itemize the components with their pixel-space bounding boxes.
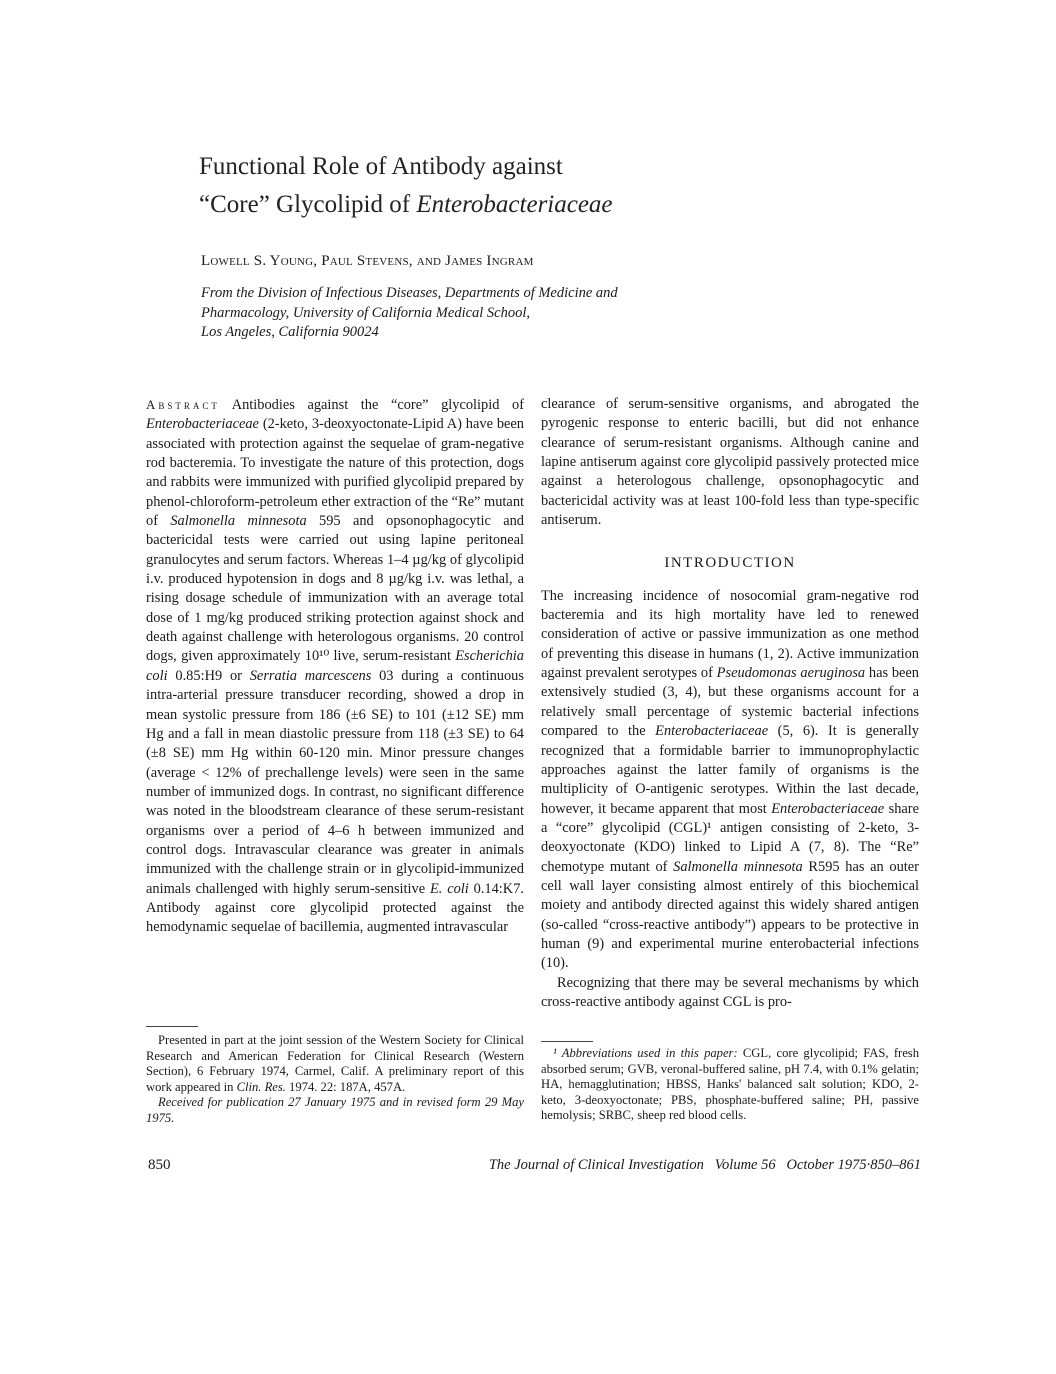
abstract-continued: clearance of serum-sensitive organisms, and abrogated the pyrogenic response to enteric bacilli, but did not enhance clearance of serum-resistant organisms. Although canine and lapine antiserum against core glycolipid passively protected mice against a heterologous challenge, opsonophagocytic and bactericidal activity was at least 100-fold less than type-specific antiserum.: [541, 396, 919, 529]
intro-text-e: R595 has an outer cell wall layer consisting almost entirely of this biochemical moiety and antibody directed against this widely shared antigen (so-called “cross-reactive antibody”) appears to be protective in human (9) and experimental murine enterobacterial infections (10).: [541, 858, 919, 972]
intro-text-d: share a “core” glycolipid (CGL)¹ antigen consisting of 2-keto, 3-deoxyoctonate (KDO) linked to Lipid A (7, 8). The “Re” chemotype mutant of: [541, 800, 919, 875]
abstract-text-2: (2-keto, 3-deoxyoctonate-Lipid A) have been associated with protection against the sequelae of gram-negative rod bacteremia. To investigate the nature of this protection, dogs and rabbits were immunized with purified glycolipid prepared by phenol-chloroform-petroleum ether extraction of the “Re” mutant of: [146, 416, 525, 530]
footnote-right: [541, 1046, 919, 1124]
intro-italic-4: Salmonella minnesota: [673, 858, 803, 875]
footnote-rule-left: [146, 1026, 198, 1027]
affiliation-line-3: Los Angeles, California 90024: [201, 324, 379, 340]
intro-text-c: (5, 6). It is generally recognized that a formidable barrier to immunoprophylactic approaches against the latter family of organisms is the multiplicity of O-antigenic serotypes. Within the last decade, however, it became apparent that most: [541, 723, 919, 817]
abstract-text-1: Antibodies against the “core” glycolipid of: [231, 397, 524, 413]
right-column: [541, 395, 919, 1012]
intro-italic-2: Enterobacteriaceae: [655, 723, 769, 740]
paper-title: [199, 148, 919, 224]
footnote-presented-journal: Clin. Res.: [236, 1079, 286, 1094]
abstract-text-6: 0.14:K7. Antibody against core glycolipid protected against the hemodynamic sequelae of bacillemia, augmented intravascular: [146, 880, 524, 936]
intro-italic-1: Pseudomonas aeruginosa: [716, 665, 866, 682]
journal-footer: [489, 1157, 921, 1174]
abstract-text-3: 595 and opsonophagocytic and bactericidal tests were carried out using lapine peritoneal granulocytes and serum factors. Whereas 1–4 µg/kg of glycolipid i.v. produced hypotension in dogs and 8 µg/kg i.v. was lethal, a rising dosage schedule of immunization with an average total dose of 1 mg/kg produced striking protection against shock and death against challenge with heterologous organisms. 20 control dogs, given approximately 10¹⁰ live, serum-resistant: [146, 513, 524, 665]
footnote-abbreviations-text: CGL, core glycolipid; FAS, fresh absorbed serum; GVB, veronal-buffered saline, pH 7.4, with 0.1% gelatin; HA, hemagglutination; HBSS, Hanks' balanced salt solution; KDO, 2-keto, 3-deoxyoctonate; PBS, phosphate-buffered saline; PH, passive hemolysis; SRBC, sheep red blood cells.: [541, 1046, 919, 1122]
page-number: 850: [148, 1157, 171, 1173]
footnote-abbreviations: [541, 1046, 919, 1124]
title-line-2-italic: Enterobacteriaceae: [416, 191, 613, 218]
abstract-text-5: 03 during a continuous intra-arterial pressure transducer recording, showed a drop in mean systolic pressure from 186 (±6 SE) to 101 (±12 SE) mm Hg and a fall in mean diastolic pressure from 118 (±3 SE) to 64 (±8 SE) mm Hg within 60-120 min. Minor pressure changes (average < 12% of prechallenge levels) were seen in the same number of immunized dogs. In contrast, no significant difference was noted in the bloodstream clearance of these serum-resistant organisms over a period of 4–6 h between immunized and control dogs. Intravascular clearance was greater in animals immunized with the challenge strain or in glycolipid-immunized animals challenged with highly serum-sensitive: [146, 667, 524, 897]
title-line-2-prefix: “Core” Glycolipid of: [199, 191, 417, 218]
author-list: Lowell S. Young, Paul Stevens, and James Ingram: [201, 253, 534, 269]
footnote-presented-citation: 1974. 22: 187A, 457A.: [285, 1079, 406, 1094]
section-heading-introduction: INTRODUCTION: [664, 555, 796, 572]
intro-text-b: has been extensively studied (3, 4), but these organisms account for a relatively small percentage of systemic bacterial infections compared to the: [541, 665, 920, 740]
abstract-paragraph: [146, 395, 524, 938]
left-column: [146, 395, 524, 938]
abstract-text-4: 0.85:H9 or: [167, 667, 250, 684]
intro-italic-3: Enterobacteriaceae: [771, 800, 885, 817]
affiliation: [201, 284, 761, 343]
affiliation-line-2: Pharmacology, University of California Medical School,: [201, 304, 531, 321]
footnote-received-text: Received for publication 27 January 1975 and in revised form 29 May 1975.: [146, 1095, 524, 1125]
footnote-received: [146, 1095, 524, 1126]
abstract-italic-5: E. coli: [429, 880, 469, 897]
footnote-presented: [146, 1033, 524, 1095]
intro-paragraph-2: Recognizing that there may be several mechanisms by which cross-reactive antibody against CGL is pro-: [541, 974, 919, 1010]
abstract-label: Abstract: [146, 397, 220, 412]
journal-issue: October 1975·850–861: [786, 1157, 921, 1173]
footnote-abbreviations-label: ¹ Abbreviations used in this paper:: [553, 1046, 738, 1060]
intro-text-a: The increasing incidence of nosocomial gram-negative rod bacteremia and its high mortality have led to renewed consideration of active or passive immunization as one method of preventing this disease in humans (1, 2). Active immunization against prevalent serotypes of: [541, 587, 919, 682]
abstract-italic-4: Serratia marcescens: [249, 667, 372, 684]
abstract-italic-2: Salmonella minnesota: [170, 513, 307, 530]
footnote-presented-text: Presented in part at the joint session of the Western Society for Clinical Research and American Federation for Clinical Research (Western Section), 6 February 1974, Carmel, Calif. A preliminary report of this work appeared in: [146, 1033, 524, 1094]
intro-paragraph-1: [541, 587, 919, 974]
footnote-rule-right: [541, 1041, 593, 1042]
journal-name: The Journal of Clinical Investigation: [488, 1157, 704, 1173]
footnote-left: [146, 1033, 524, 1126]
abstract-italic-1: Enterobacteriaceae: [146, 416, 259, 433]
affiliation-line-1: From the Division of Infectious Diseases, Departments of Medicine and: [201, 285, 618, 301]
abstract-italic-3: Escherichia coli: [146, 648, 524, 684]
title-line-2: [199, 186, 919, 224]
journal-volume: Volume 56: [714, 1157, 776, 1173]
title-line-1: Functional Role of Antibody against: [199, 153, 563, 180]
